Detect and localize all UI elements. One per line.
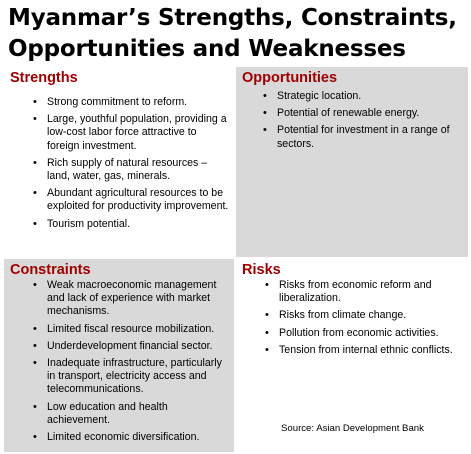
- list-item: • Potential of renewable energy.: [277, 107, 463, 120]
- constraints-list: [47, 279, 229, 448]
- constraints-panel: [4, 259, 234, 452]
- list-item: • Risks from climate change.: [279, 309, 464, 322]
- opportunities-list: [277, 90, 463, 155]
- list-item: • Strategic location.: [277, 90, 463, 103]
- opportunities-panel: [236, 67, 468, 257]
- title-line-1: Myanmar’s Strengths, Constraints,: [8, 5, 457, 31]
- list-item: • Low education and health achievement.: [47, 401, 229, 427]
- list-item: • Underdevelopment financial sector.: [47, 340, 229, 353]
- swot-grid: [4, 67, 468, 452]
- list-item: • Abundant agricultural resources to be exploited for productivity improvement.: [47, 187, 229, 213]
- list-item: • Limited economic diversification.: [47, 431, 229, 444]
- list-item: • Large, youthful population, providing a low-cost labor force attractive to foreign investment.: [47, 113, 229, 153]
- risks-list: [279, 279, 464, 361]
- title-line-2: Opportunities and Weaknesses: [8, 36, 406, 62]
- constraints-heading: Constraints: [10, 262, 91, 278]
- list-item: • Tourism potential.: [47, 218, 229, 231]
- list-item: • Pollution from economic activities.: [279, 327, 464, 340]
- list-item: • Potential for investment in a range of sectors.: [277, 124, 463, 150]
- risks-heading: Risks: [242, 262, 281, 278]
- strengths-heading: Strengths: [10, 70, 78, 86]
- list-item: • Weak macroeconomic management and lack of experience with market mechanisms.: [47, 279, 229, 319]
- list-item: • Tension from internal ethnic conflicts.: [279, 344, 464, 357]
- source-note: Source: Asian Development Bank: [281, 423, 424, 434]
- list-item: • Risks from economic reform and liberalization.: [279, 279, 464, 305]
- risks-panel: [236, 259, 468, 452]
- page-title: [8, 3, 468, 65]
- list-item: • Rich supply of natural resources – land, water, gas, minerals.: [47, 157, 229, 183]
- list-item: • Strong commitment to reform.: [47, 96, 229, 109]
- list-item: • Inadequate infrastructure, particularly in transport, electricity access and telecommunications.: [47, 357, 229, 397]
- strengths-list: [47, 96, 229, 235]
- opportunities-heading: Opportunities: [242, 70, 338, 86]
- strengths-panel: [4, 67, 234, 257]
- list-item: • Limited fiscal resource mobilization.: [47, 323, 229, 336]
